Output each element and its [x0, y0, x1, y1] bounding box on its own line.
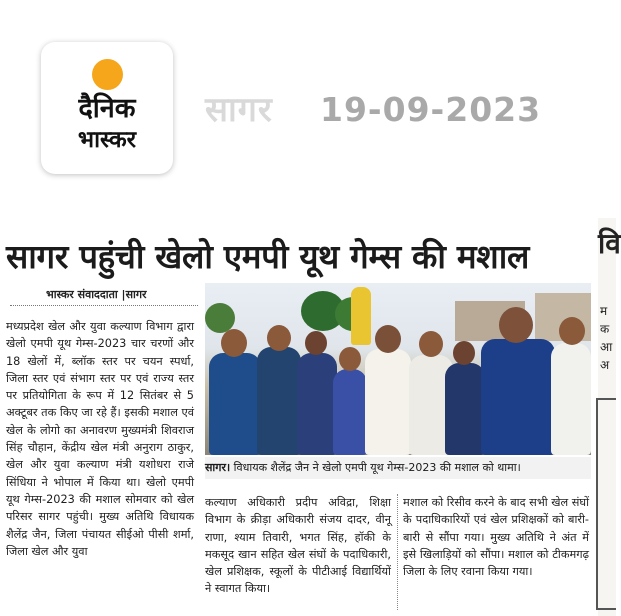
clipping-header [0, 0, 616, 205]
logo-line-1: दैनिक [78, 93, 136, 124]
sun-icon [92, 59, 123, 90]
article-column-1 [6, 318, 194, 560]
byline-separator: | [121, 288, 126, 301]
article-headline: सागर पहुंची खेलो एमपी यूथ गेम्स की मशाल [6, 237, 530, 276]
adjacent-text-fragment: म [600, 304, 608, 318]
adjacent-text-fragment: अ [600, 358, 610, 372]
adjacent-text-fragment: आ [600, 340, 613, 354]
adjacent-text-fragment: क [600, 322, 610, 336]
byline-city: सागर [125, 288, 147, 301]
byline-rule [10, 305, 198, 306]
edition-city: सागर [205, 90, 273, 130]
column-divider [397, 494, 398, 610]
adjacent-headline-fragment: वि [598, 227, 621, 260]
dainik-bhaskar-logo [41, 42, 173, 174]
article-column-2: कल्याण अधिकारी प्रदीप अविद्रा, शिक्षा विभाग के क्रीड़ा अधिकारी संजय दादर, वीनू राणा, श्याम तिवारी, भगत सिंह, हॉकी के मकसूद खान सहित खेल संघों के पदाधिकारी, खेल प्रशिक्षक, स्कूलों के पीटीआई विद्यार्थियों ने स्वागत किया। [205, 496, 391, 596]
article-photo [205, 283, 591, 455]
edition-date: 19-09-2023 [320, 90, 542, 129]
logo-line-2: भास्कर [77, 127, 137, 153]
photo-caption [205, 457, 591, 479]
caption-text: विधायक शैलेंद्र जैन ने खेलो एमपी यूथ गेम्स-2023 की मशाल को थामा। [233, 461, 521, 474]
article-column-3: मशाल को रिसीव करने के बाद सभी खेल संघों के पदाधिकारियों एवं खेल प्रशिक्षकों को बारी-बारी से सौंपा गया। मुख्य अतिथि ने अंत में इसे खिलाड़ियों को सौंपा। मशाल को टीकमगढ़ जिला के लिए रवाना किया गया। [403, 496, 590, 579]
byline-source: भास्कर संवाददाता [46, 288, 118, 301]
column-1-text: मध्यप्रदेश खेल और युवा कल्याण विभाग द्वारा खेलो एमपी यूथ गेम्स-2023 चार चरणों और 18 खेलों में, ब्लॉक स्तर पर चयन स्पर्धा, जिला स्तर एवं संभाग स्तर पर एवं राज्य स्तर पर प्रतियोगिता के रूप में 12 सितंबर से 5 अक्टूबर तक किए जा रहे हैं। इसकी मशाल एवं खेल के लोगो का अनावरण मुख्यमंत्री शिवराज सिंह चौहान, केंद्रीय खेल मंत्री अनुराग ठाकुर, खेल और युवा कल्याण मंत्री यशोधरा राजे सिंधिया ने भोपाल में किया था। खेलो एमपी यूथ गेम्स-2023 की मशाल सोमवार को खेल परिसर सागर पहुंची। मुख्य अतिथि विधायक शैलेंद्र जैन, जिला पंचायत सीईओ पीसी शर्मा, जिला खेल और युवा [6, 320, 194, 558]
caption-city: सागर। [205, 461, 231, 474]
adjacent-box-border [596, 398, 616, 610]
article-byline [46, 287, 147, 303]
